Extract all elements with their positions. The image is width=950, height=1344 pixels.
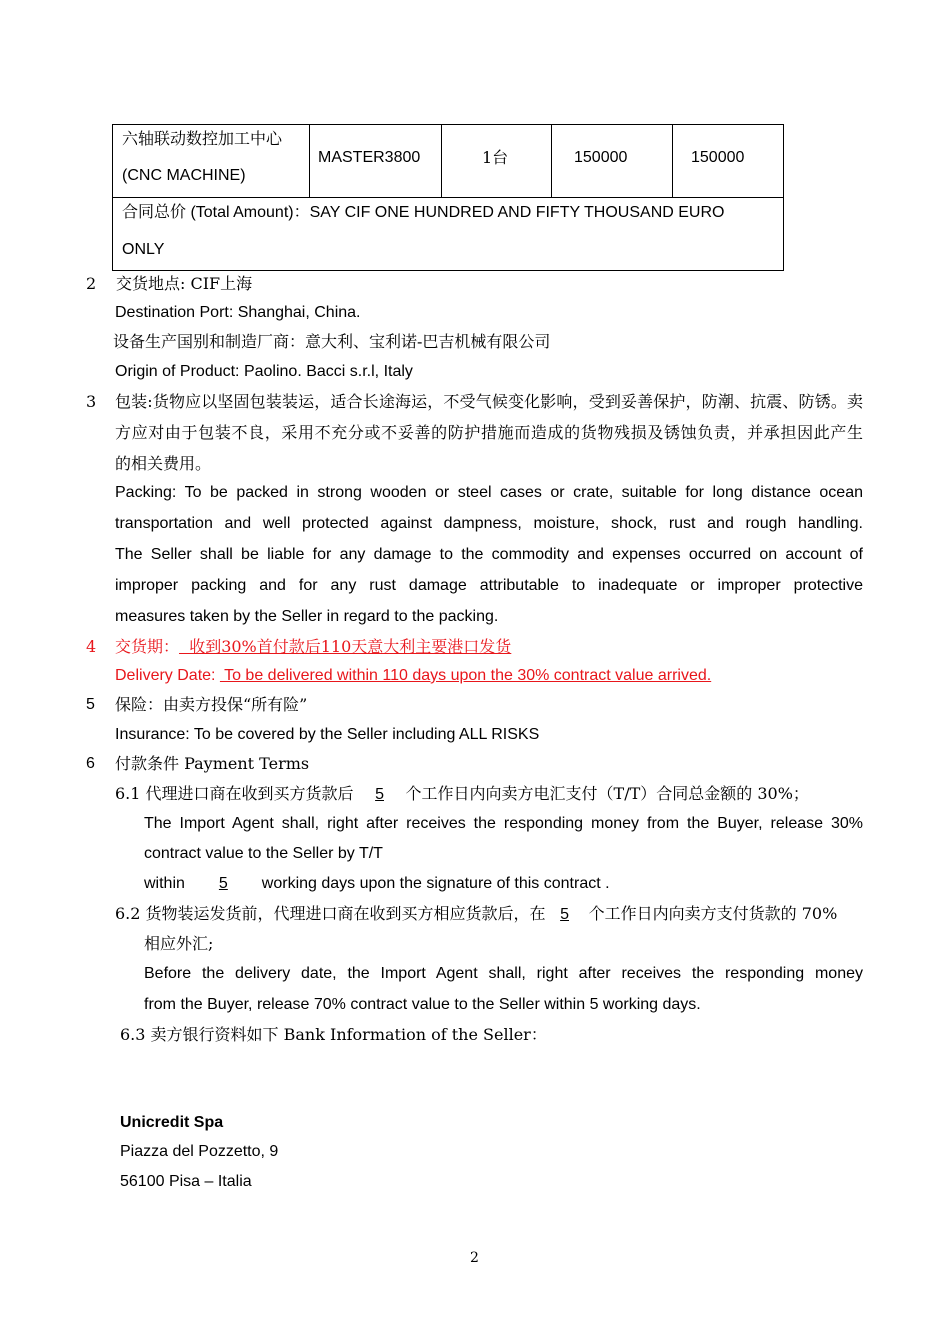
unit-price-cell xyxy=(552,125,673,198)
product-name-cn: 六轴联动数控加工中心 xyxy=(122,129,283,148)
product-name-en: (CNC MACHINE) xyxy=(122,167,246,184)
model-value: MASTER3800 xyxy=(318,149,421,166)
payment-6-1-en-line3 xyxy=(144,874,610,894)
quantity-value: 1台 xyxy=(482,148,509,167)
delivery-date-cn-label: 交货期： xyxy=(115,637,180,656)
packing-cn-line3: 的相关费用。 xyxy=(115,454,212,473)
payment-6-2-days: 5 xyxy=(560,906,569,923)
payment-6-2-cn-pre: 6.2 货物装运发货前，代理进口商在收到买方相应货款后，在 xyxy=(115,904,546,923)
section-5-number: 5 xyxy=(86,696,95,713)
table-row xyxy=(113,125,784,198)
payment-6-1-cn-pre: 6.1 代理进口商在收到买方货款后 xyxy=(115,784,354,803)
delivery-date-en-value: To be delivered within 110 days upon the 30% contract value arrived. xyxy=(219,667,712,684)
delivery-date-cn-value: 收到30%首付款后110天意大利主要港口发货 xyxy=(179,637,512,656)
section-6-number: 6 xyxy=(86,755,95,772)
payment-6-1-cn xyxy=(115,784,809,805)
payment-6-1-days: 5 xyxy=(375,786,384,803)
total-value: 150000 xyxy=(691,149,745,166)
packing-en-line3: The Seller shall be liable for any damage to the commodity and expenses occurred on account of xyxy=(115,546,863,563)
contract-table xyxy=(112,124,784,271)
payment-6-2-en-line1: Before the delivery date, the Import Agent shall, right after receives the responding money xyxy=(144,965,863,982)
section-2-number: 2 xyxy=(86,274,97,293)
insurance-en: Insurance: To be covered by the Seller including ALL RISKS xyxy=(115,726,540,743)
section-4-number: 4 xyxy=(86,637,97,656)
product-name-cell xyxy=(113,125,310,198)
payment-6-1-cn-post: 个工作日内向卖方电汇支付（T/T）合同总金额的 30%； xyxy=(405,784,809,803)
destination-en: Destination Port: Shanghai, China. xyxy=(115,304,361,321)
packing-cn-line2: 方应对由于包装不良，采用不充分或不妥善的防护措施而造成的货物残损及锈蚀负责，并承担因此产生 xyxy=(115,423,863,442)
insurance-cn: 保险：由卖方投保“所有险” xyxy=(115,695,308,714)
payment-6-1-en-within: within xyxy=(144,875,190,892)
unit-price-value: 150000 xyxy=(574,149,628,166)
packing-cn-line1: 包装:货物应以坚固包装装运，适合长途海运，不受气候变化影响，受到妥善保护，防潮、抗震、防锈。卖 xyxy=(115,392,863,411)
payment-6-2-cn-line2: 相应外汇; xyxy=(144,934,214,953)
payment-6-2-cn-post: 个工作日内向卖方支付货款的 70% xyxy=(583,904,838,923)
payment-6-1-en-post: working days upon the signature of this contract . xyxy=(257,875,610,892)
table-total-row xyxy=(113,198,784,271)
bank-city: 56100 Pisa – Italia xyxy=(120,1173,252,1190)
bank-street: Piazza del Pozzetto, 9 xyxy=(120,1143,279,1160)
total-amount-line2: ONLY xyxy=(122,241,165,258)
bank-name: Unicredit Spa xyxy=(120,1114,224,1131)
payment-6-2-cn xyxy=(115,904,837,925)
total-amount-cell xyxy=(113,198,784,271)
payment-6-2-en-line2: from the Buyer, release 70% contract value to the Seller within 5 working days. xyxy=(144,996,701,1013)
payment-6-1-en-days: 5 xyxy=(218,875,228,892)
payment-6-3: 6.3 卖方银行资料如下 Bank Information of the Seller： xyxy=(120,1025,547,1044)
origin-cn: 设备生产国别和制造厂商：意大利、宝利诺-巴吉机械有限公司 xyxy=(113,332,551,351)
delivery-date-cn xyxy=(115,637,511,657)
delivery-date-en xyxy=(115,666,711,686)
quantity-cell xyxy=(442,125,552,198)
packing-en-line1: Packing: To be packed in strong wooden or steel cases or crate, suitable for long distance ocean xyxy=(115,484,863,501)
page-number: 2 xyxy=(470,1250,479,1266)
total-amount-line1: 合同总价 (Total Amount)：SAY CIF ONE HUNDRED AND FIFTY THOUSAND EURO xyxy=(122,204,725,221)
packing-en-line2: transportation and well protected against dampness, moisture, shock, rust and rough handling. xyxy=(115,515,863,532)
section-3-number: 3 xyxy=(86,392,97,411)
packing-en-line5: measures taken by the Seller in regard to the packing. xyxy=(115,608,499,625)
payment-6-1-en-line2: contract value to the Seller by T/T xyxy=(144,845,383,862)
origin-en: Origin of Product: Paolino. Bacci s.r.l, Italy xyxy=(115,363,413,380)
delivery-date-en-label: Delivery Date: xyxy=(115,667,220,684)
model-cell xyxy=(310,125,442,198)
payment-6-1-en-line1: The Import Agent shall, right after receives the responding money from the Buyer, release 30% xyxy=(144,815,863,832)
total-cell xyxy=(673,125,784,198)
packing-en-line4: improper packing and for any rust damage attributable to inadequate or improper protective xyxy=(115,577,863,594)
destination-cn: 交货地点: CIF上海 xyxy=(116,274,253,293)
payment-terms-title: 付款条件 Payment Terms xyxy=(115,754,310,773)
